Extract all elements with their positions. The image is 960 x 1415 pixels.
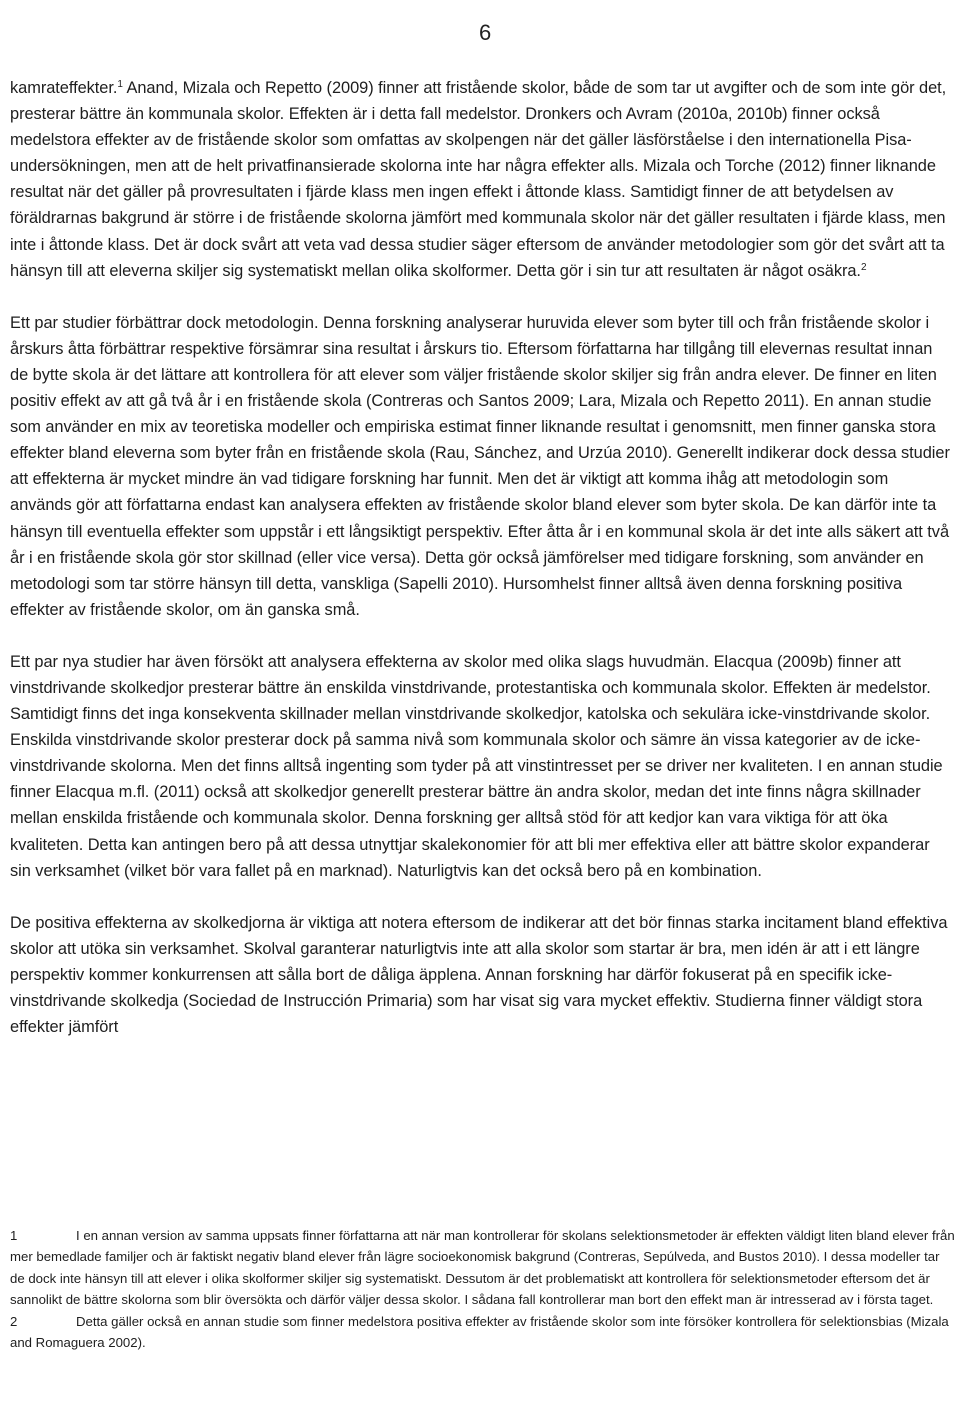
footnotes [10,1225,956,1353]
footnote-2-number: 2 [10,1313,18,1329]
footnote-1-text: I en annan version av samma uppsats finner författarna att när man kontrollerar för skolans selektionsmetoder är effekten väldigt liten bland elever från mer bemedlade familjer och är faktiskt negativ bland elever från lägre socioekonomisk bakgrund (Contreras, Sepúlveda, and Bustos 2010). I dessa modeller tar de dock inte hänsyn till att elever i olika skolformer skiljer sig systematiskt. Dessutom är det problematiskt att kontrollera för selektionsmetoder eftersom det är sannolikt de bättre skolorna som blir översökta och därför väljer dessa skolor. I sådana fall kontrollerar man bort den effekt man är intresserad av i första taget. [10,1228,955,1308]
footnote-ref-1[interactable]: 1 [117,79,123,90]
footnote-1-number: 1 [10,1228,18,1243]
footnote-2-text: Detta gäller också en annan studie som finner medelstora positiva effekter av fristående skolor som inte försöker kontrollera för selektionsbias (Mizala and Romaguera 2002). [10,1313,949,1351]
paragraph-4: De positiva effekterna av skolkedjorna är viktiga att notera eftersom de indikerar att det bör finnas starka incitament bland effektiva skolor att utöka sin verksamhet. Skolval garanterar naturligtvis inte att alla skolor som startar är bra, men idén är att i ett längre perspektiv kommer konkurrensen att sålla bort de dåliga äpplena. Annan forskning har därför fokuserat på en specifik icke-vinstdrivande skolkedja (Sociedad de Instrucción Primaria) som har visat sig vara mycket effektiv. Studierna finner väldigt stora effekter jämfört [10,913,948,1037]
footnote-2 [10,1311,956,1354]
paragraph-1-body: Anand, Mizala och Repetto (2009) finner att fristående skolor, både de som tar ut avgifter och de som inte gör det, presterar bättre än kommunala skolor. Effekten är i detta fall medelstor. Dronkers och Avram (2010a, 2010b) finner också medelstora effekter av de fristående skolor som omfattas av skolpengen när det gäller läsförståelse i den internationella Pisa-undersökningen, men att de helt privatfinansierade skolorna inte har några effekter alls. Mizala och Torche (2012) finner liknande resultat när det gäller på provresultaten i fjärde klass men ingen effekt i åttonde klass. Samtidigt finner de att betydelsen av föräldrarnas bakgrund är större i de fristående skolorna jämfört med kommunala skolor när det gäller resultaten i fjärde klass, men inte i åttonde klass. Det är dock svårt att veta vad dessa studier säger eftersom de använder metodologier som gör det svårt att ta hänsyn till att eleverna skiljer sig systematiskt mellan olika skolformer. Detta gör i sin tur att resultaten är något osäkra. [10,79,947,280]
paragraph-1 [10,75,954,284]
paragraph-1-opening: kamrateffekter. [10,79,118,97]
footnote-1 [10,1225,956,1311]
paragraph-3: Ett par nya studier har även försökt att analysera effekterna av skolor med olika slags huvudmän. Elacqua (2009b) finner att vinstdrivande skolkedjor presterar bättre än enskilda vinstdrivande, protestantiska och kommunala skolor. Effekten är medelstor. Samtidigt finns det inga konsekventa skillnader mellan vinstdrivande skolkedjor, katolska och sekulära icke-vinstdrivande skolor. Enskilda vinstdrivande skolor presterar dock på samma nivå som kommunala skolor och sämre än vissa kategorier av de icke-vinstdrivande skolorna. Men det finns alltså ingenting som tyder på att vinstintresset per se driver ner kvaliteten. I en annan studie finner Elacqua m.fl. (2011) också att skolkedjor generellt presterar bättre än andra skolor, medan det inte finns några skillnader mellan enskilda fristående och kommunala skolor. Denna forskning ger alltså stöd för att kedjor kan vara viktiga för att öka kvaliteten. Detta kan antingen bero på att dessa utnyttjar skalekonomier för att bli mer effektiva eller att bättre skolor expanderar sin verksamhet (vilket bör vara fallet på en marknad). Naturligtvis kan det också bero på en kombination. [10,652,943,880]
main-text [10,75,954,1040]
footnote-ref-2[interactable]: 2 [860,261,867,273]
paragraph-2: Ett par studier förbättrar dock metodologin. Denna forskning analyserar huruvida elever som byter till och från fristående skolor i årskurs åtta förbättrar respektive försämrar sina resultat i årskurs tio. Eftersom författarna har tillgång till elevernas resultat innan de bytte skola är det lättare att kontrollera för att elever som väljer fristående skolor skiljer sig från andra elever. De finner en liten positiv effekt av att gå två år i en fristående skola (Contreras och Santos 2009; Lara, Mizala och Repetto 2011). En annan studie som använder en mix av teoretiska modeller och empiriska estimat finner liknande resultat i genomsnitt, men finner ganska stora effekter bland eleverna som byter från en fristående skola (Rau, Sánchez, and Urzúa 2010). Generellt indikerar dock dessa studier att effekterna är mycket mindre än vad tidigare forskning har funnit. Men det är viktigt att komma ihåg att metodologin som används gör att författarna endast kan analysera effekten av fristående skolor bland elever som byter skola. De kan därför inte ta hänsyn till eventuella effekter som uppstår i ett långsiktigt perspektiv. Efter åtta år i en kommunal skola är det inte alls säkert att två år i en fristående skola gör stor skillnad (eller vice versa). Detta gör också jämförelser med tidigare forskning, som använder en metodologi som tar större hänsyn till detta, vanskliga (Sapelli 2010). Hursomhelst finner alltså även denna forskning positiva effekter av fristående skolor, om än ganska små. [10,313,950,619]
page-number: 6 [479,20,492,45]
